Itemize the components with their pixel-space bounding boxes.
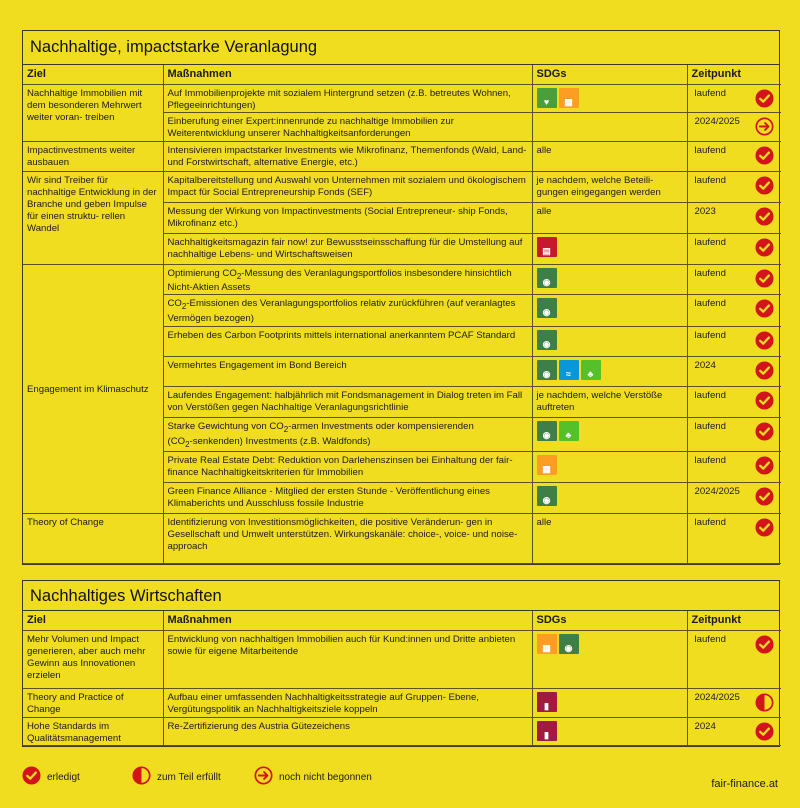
table-header-row [23, 611, 781, 630]
check-circle-icon [755, 635, 774, 654]
goal-cell: Impactinvestments weiter ausbauen [23, 141, 163, 171]
measure-cell: Kapitalbereitstellung und Auswahl von Unternehmen mit sozialem und ökologischem Impact für Social Entrepreneurship Fonds (SEF) [163, 171, 532, 202]
check-circle-icon [755, 299, 774, 318]
goal-cell: Wir sind Treiber für nachhaltige Entwicklung in der Branche und geben Impulse für einen struktu- rellen Wandel [23, 171, 163, 264]
half-circle-icon [132, 766, 151, 788]
goals-table [23, 65, 781, 564]
measure-cell: Nachhaltigkeitsmagazin fair now! zur Bewusstseinsschaffung für die Umstellung auf nachhaltige Lebens- und Wirtschaftsweisen [163, 233, 532, 264]
check-circle-icon [755, 207, 774, 226]
check-circle-icon [755, 146, 774, 165]
sdg-cell [532, 84, 687, 112]
measure-cell: Private Real Estate Debt: Reduktion von Darlehenszinsen bei Einhaltung der fair-finance Nachhaltigkeitskriterien für Immobilien [163, 452, 532, 483]
header-sdgs: SDGs [532, 65, 687, 84]
sdg-cell [532, 233, 687, 264]
check-circle-icon [755, 722, 774, 741]
legend-label: zum Teil erfüllt [157, 771, 221, 783]
timing-cell [687, 112, 781, 141]
check-circle-icon [755, 331, 774, 350]
table-header-row [23, 65, 781, 84]
check-circle-icon [755, 269, 774, 288]
timing-text: laufend [694, 421, 726, 433]
timing-text: 2024/2025 [694, 486, 740, 498]
measure-cell: Einberufung einer Expert:innenrunde zu nachhaltige Immobilien zur Weiterentwicklung unserer Nachhaltigkeitsanforderungen [163, 112, 532, 141]
tree-icon: ♣ [559, 421, 579, 441]
sdg-cell [532, 717, 687, 745]
eye-globe-icon: ◉ [537, 421, 557, 441]
city-icon: ▦ [537, 634, 557, 654]
check-circle-icon [755, 422, 774, 441]
sdg-cell [532, 327, 687, 357]
section-title: Nachhaltige, impactstarke Veranlagung [23, 31, 779, 65]
legend [22, 766, 782, 788]
sdg-cell [532, 295, 687, 327]
sdg-cell: alle [532, 141, 687, 171]
table-row [23, 688, 781, 717]
goal-cell: Mehr Volumen und Impact generieren, aber auch mehr Gewinn aus Innovationen erzielen [23, 630, 163, 688]
timing-text: laufend [694, 144, 726, 156]
goal-cell: Theory and Practice of Change [23, 688, 163, 717]
timing-cell [687, 630, 781, 688]
header-sdgs: SDGs [532, 611, 687, 630]
timing-text: laufend [694, 633, 726, 645]
timing-cell [687, 688, 781, 717]
check-circle-icon [755, 361, 774, 380]
timing-text: 2024 [694, 720, 716, 732]
check-circle-icon [755, 487, 774, 506]
half-circle-icon [755, 693, 774, 712]
arrow-circle-icon [755, 117, 774, 136]
timing-text: 2024/2025 [694, 115, 740, 127]
sdg-cell: je nachdem, welche Verstöße auftreten [532, 387, 687, 418]
measure-cell: Aufbau einer umfassenden Nachhaltigkeitsstrategie auf Gruppen- Ebene, Vergütungspolitik an Nachhaltigkeitsziele koppeln [163, 688, 532, 717]
measure-cell: Erheben des Carbon Footprints mittels international anerkanntem PCAF Standard [163, 327, 532, 357]
sdg-cell [532, 483, 687, 514]
measure-cell: Starke Gewichtung von $CO_2$-armen Investments oder kompensierenden $(CO_2-senkenden)$ Investments (z.B. Waldfonds) [163, 418, 532, 452]
section-sustainable-business [22, 580, 780, 747]
table-row [23, 84, 781, 112]
legend-label: noch nicht begonnen [279, 771, 372, 783]
timing-text: laufend [694, 455, 726, 467]
goal-cell: Hohe Standards im Qualitätsmanagement [23, 717, 163, 745]
sdg-cell: alle [532, 514, 687, 564]
check-circle-icon [22, 766, 41, 788]
eye-globe-icon: ◉ [537, 298, 557, 318]
eye-globe-icon: ◉ [537, 360, 557, 380]
header-ziel: Ziel [23, 65, 163, 84]
eye-globe-icon: ◉ [537, 268, 557, 288]
header-zeitpunkt: Zeitpunkt [687, 65, 781, 84]
eye-globe-icon: ◉ [537, 330, 557, 350]
header-ziel: Ziel [23, 611, 163, 630]
measure-cell: Identifizierung von Investitionsmöglichkeiten, die positive Veränderun- gen in Gesellschaft und Umwelt unterstützen. Wirkungskanäle: choice-, voice- und noise-approach [163, 514, 532, 564]
goal-cell: Nachhaltige Immobilien mit dem besonderen Mehrwert weiter voran- treiben [23, 84, 163, 141]
goal-cell: Theory of Change [23, 514, 163, 564]
timing-cell [687, 717, 781, 745]
header-massnahmen: Maßnahmen [163, 65, 532, 84]
sdg-cell [532, 264, 687, 295]
timing-text: 2024 [694, 360, 716, 372]
timing-cell [687, 264, 781, 295]
check-circle-icon [755, 238, 774, 257]
header-zeitpunkt: Zeitpunkt [687, 611, 781, 630]
footer-url: fair-finance.at [711, 778, 778, 790]
header-massnahmen: Maßnahmen [163, 611, 532, 630]
timing-cell [687, 141, 781, 171]
tree-icon: ♣ [581, 360, 601, 380]
sdg-cell [532, 112, 687, 141]
sdg-cell [532, 452, 687, 483]
measure-cell: Auf Immobilienprojekte mit sozialem Hintergrund setzen (z.B. betreutes Wohnen, Pflegeeinrichtungen) [163, 84, 532, 112]
check-circle-icon [755, 391, 774, 410]
goals-table [23, 611, 781, 746]
timing-cell [687, 483, 781, 514]
goal-cell: Engagement im Klimaschutz [23, 264, 163, 514]
timing-cell [687, 357, 781, 387]
timing-cell [687, 202, 781, 233]
eye-globe-icon: ◉ [537, 486, 557, 506]
timing-text: laufend [694, 174, 726, 186]
sdg-cell [532, 688, 687, 717]
legend-item-done [22, 766, 80, 788]
sdg-cell: alle [532, 202, 687, 233]
timing-cell [687, 514, 781, 564]
legend-label: erledigt [47, 771, 80, 783]
table-row [23, 264, 781, 295]
eye-globe-icon: ◉ [559, 634, 579, 654]
heart-pulse-icon: ♥ [537, 88, 557, 108]
timing-text: laufend [694, 517, 726, 529]
timing-cell [687, 295, 781, 327]
sdg-cell [532, 418, 687, 452]
timing-text: laufend [694, 298, 726, 310]
timing-cell [687, 171, 781, 202]
table-row [23, 717, 781, 745]
timing-text: laufend [694, 390, 726, 402]
timing-cell [687, 84, 781, 112]
timing-cell [687, 418, 781, 452]
section-title: Nachhaltiges Wirtschaften [23, 581, 779, 611]
table-row [23, 171, 781, 202]
sdg-cell [532, 630, 687, 688]
table-row [23, 514, 781, 564]
measure-cell: Laufendes Engagement: halbjährlich mit Fondsmanagement in Dialog treten im Fall von Verstößen gegen Nachhaltige Veranlagungsrichtlinie [163, 387, 532, 418]
timing-cell [687, 452, 781, 483]
timing-cell [687, 327, 781, 357]
sdg-cell [532, 357, 687, 387]
timing-text: laufend [694, 267, 726, 279]
fish-icon: ≈ [559, 360, 579, 380]
measure-cell: Entwicklung von nachhaltigen Immobilien auch für Kund:innen und Dritte anbieten sowie für eigene Mitarbeitende [163, 630, 532, 688]
timing-text: laufend [694, 330, 726, 342]
growth-chart-icon: ▮ [537, 721, 557, 741]
measure-cell: Optimierung $CO_2$-Messung des Veranlagungsportfolios insbesondere hinsichtlich Nicht-Aktien Assets [163, 264, 532, 295]
check-circle-icon [755, 518, 774, 537]
table-row [23, 630, 781, 688]
timing-text: laufend [694, 236, 726, 248]
measure-cell: Messung der Wirkung von Impactinvestments (Social Entrepreneur- ship Fonds, Mikrofinanz etc.) [163, 202, 532, 233]
city-icon: ▦ [537, 455, 557, 475]
legend-item-not-started [254, 766, 372, 788]
timing-cell [687, 387, 781, 418]
arrow-circle-icon [254, 766, 273, 788]
legend-item-partial [132, 766, 221, 788]
check-circle-icon [755, 456, 774, 475]
section-impact-investment [22, 30, 780, 565]
measure-cell: Vermehrtes Engagement im Bond Bereich [163, 357, 532, 387]
timing-text: laufend [694, 87, 726, 99]
timing-text: 2023 [694, 205, 716, 217]
timing-text: 2024/2025 [694, 691, 740, 703]
measure-cell: Intensivieren impactstarker Investments wie Mikrofinanz, Themenfonds (Wald, Land- und Forstwirtschaft, alternative Energie, etc.) [163, 141, 532, 171]
timing-cell [687, 233, 781, 264]
growth-chart-icon: ▮ [537, 692, 557, 712]
table-row [23, 141, 781, 171]
measure-cell: Green Finance Alliance - Mitglied der ersten Stunde - Veröffentlichung eines Klimaberichts und Ausschluss fossile Industrie [163, 483, 532, 514]
book-icon: ▤ [537, 237, 557, 257]
check-circle-icon [755, 89, 774, 108]
city-icon: ▦ [559, 88, 579, 108]
check-circle-icon [755, 176, 774, 195]
measure-cell: Re-Zertifizierung des Austria Gütezeichens [163, 717, 532, 745]
sdg-cell: je nachdem, welche Beteili- gungen eingegangen werden [532, 171, 687, 202]
measure-cell: $CO_2$-Emissionen des Veranlagungsportfolios relativ zurückführen (auf veranlagtes Vermögen bezogen) [163, 295, 532, 327]
